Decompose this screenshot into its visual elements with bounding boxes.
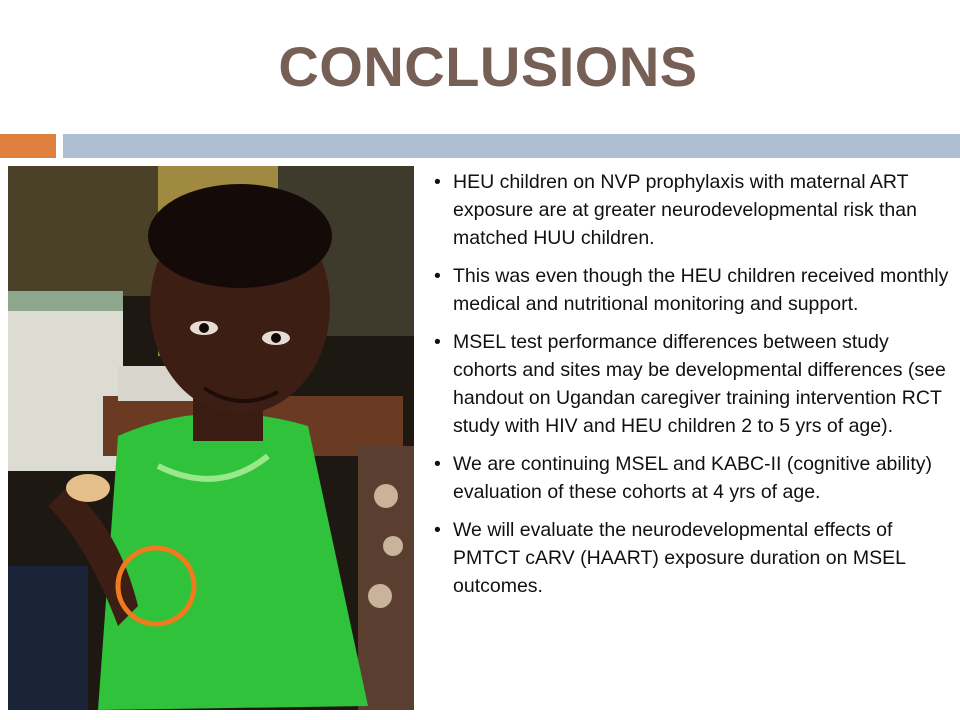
bullet-item: • We are continuing MSEL and KABC-II (cognitive ability) evaluation of these cohorts at 4 yrs of age.: [432, 450, 956, 506]
bullet-item: • We will evaluate the neurodevelopmental effects of PMTCT cARV (HAART) exposure duration on MSEL outcomes.: [432, 516, 956, 600]
bullet-item: • This was even though the HEU children received monthly medical and nutritional monitoring and support.: [432, 262, 956, 318]
conclusions-bullet-list: [432, 168, 956, 610]
child-photo: [8, 166, 414, 710]
bullet-item: • HEU children on NVP prophylaxis with maternal ART exposure are at greater neurodevelopmental risk than matched HUU children.: [432, 168, 956, 252]
child-photo-illustration: [8, 166, 414, 710]
bullet-item: • MSEL test performance differences between study cohorts and sites may be developmental differences (see handout on Ugandan caregiver training intervention RCT study with HIV and HEU children 2 to 5 yrs of age).: [432, 328, 956, 440]
title-rule-bar: [63, 134, 960, 158]
title-rule-accent: [0, 134, 56, 158]
slide-title: CONCLUSIONS: [278, 35, 698, 98]
